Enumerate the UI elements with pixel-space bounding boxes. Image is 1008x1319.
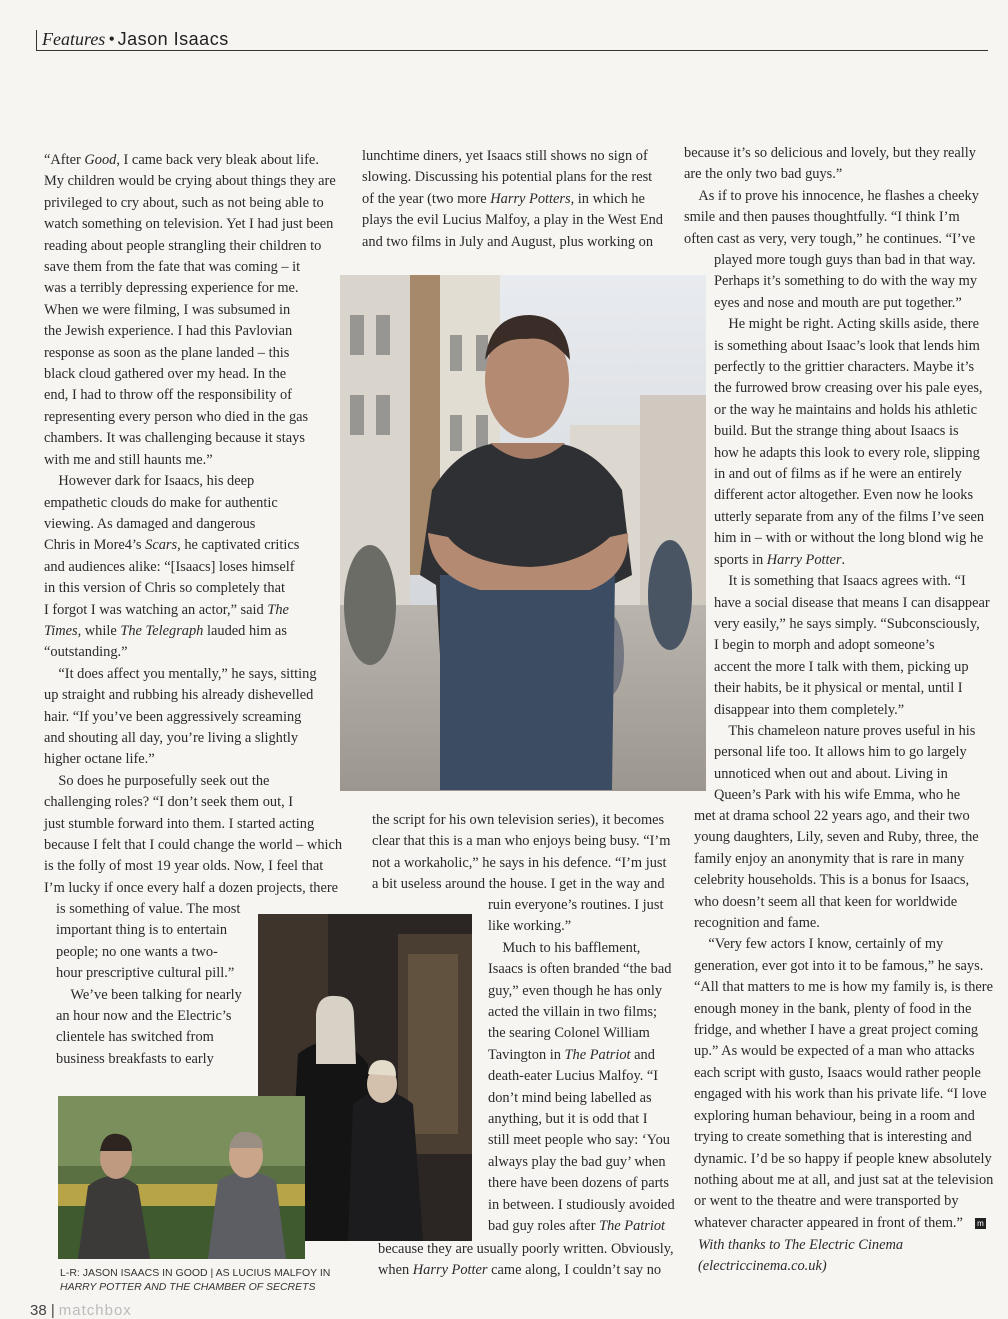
column-3-middle <box>714 250 990 807</box>
text-line: a bit useless around the house. I get in the way and <box>372 876 665 893</box>
text-line: eyes and nose and mouth are put together.” <box>714 294 962 311</box>
text-line: challenging roles? “I don’t seek them out, I <box>44 794 294 811</box>
text-line: personal life too. It allows him to go largely <box>714 744 967 761</box>
column-1-bottom <box>56 899 242 1070</box>
text-line: build. But the strange thing about Isaacs is <box>714 423 959 440</box>
text-line: clear that this is a man who enjoys being busy. “I’m <box>372 833 671 850</box>
text-line: Queen’s Park with his wife Emma, who he <box>714 787 961 804</box>
text-line: whatever character appeared in front of them.” <box>694 1214 963 1231</box>
text-line: celebrity households. This is a bonus for Isaacs, <box>694 872 970 889</box>
text-line: is the folly of most 19 year olds. Now, I feel that <box>44 858 324 875</box>
text-line: him in – with or without the long blond wig he <box>714 530 984 547</box>
end-mark-icon: m <box>975 1218 986 1229</box>
text-line: young daughters, Lily, seven and Ruby, three, the <box>694 829 979 846</box>
text-line: the Jewish experience. I had this Pavlovian <box>44 323 293 340</box>
text-line: I begin to morph and adopt someone’s <box>714 637 935 654</box>
text-line: not a workaholic,” he says in his defence. “I’m just <box>372 854 667 871</box>
page-footer <box>30 1302 132 1319</box>
text-line: in between. I studiously avoided <box>488 1196 675 1213</box>
footer-separator: | <box>50 1302 55 1319</box>
text-line: L-R: JASON ISAACS IN GOOD | AS LUCIUS MALFOY IN <box>60 1267 331 1279</box>
text-line: perfectly to the grittier characters. Maybe it’s <box>714 359 975 376</box>
text-line: in this version of Chris so completely that <box>44 580 286 597</box>
column-2-wrap <box>488 895 675 1238</box>
text-line: their habits, be it physical or mental, until I <box>714 680 963 697</box>
text-line: Isaacs is often branded “the bad <box>488 961 672 978</box>
text-line: When we were filming, I was subsumed in <box>44 301 291 318</box>
text-line: chambers. It was challenging because it stays <box>44 430 305 447</box>
text-line: Tavington in The Patriot and <box>488 1046 655 1063</box>
header-dot: • <box>108 29 115 49</box>
text-line: are the only two bad guys.” <box>684 166 843 183</box>
text-line: unnoticed when out and about. Living in <box>714 765 948 782</box>
column-3-top <box>684 143 979 250</box>
text-line: is something about Isaac’s look that lends him <box>714 337 980 354</box>
text-line: representing every person who died in the gas <box>44 408 309 425</box>
text-line: engaged with his work than his private life. “I love <box>694 1086 987 1103</box>
good-film-still <box>58 1096 305 1259</box>
text-line: generation, ever got into it to be famous,” he says. <box>694 957 984 974</box>
text-line: guy,” even though he has only <box>488 982 663 999</box>
text-line: was a terribly depressing experience for me. <box>44 280 299 297</box>
text-line: there have been dozens of parts <box>488 1175 670 1192</box>
text-line: and two films in July and August, plus working on <box>362 233 654 250</box>
column-2-bottom <box>378 1239 674 1282</box>
text-line: or the way he maintains and holds his athletic <box>714 401 977 418</box>
text-line: Times, while The Telegraph lauded him as <box>44 622 287 639</box>
text-line: each script with gusto, Isaacs would rather people <box>694 1064 981 1081</box>
text-line: black cloud gathered over my head. In the <box>44 366 287 383</box>
text-line: who doesn’t seem all that keen for worldwide <box>694 893 958 910</box>
column-2-middle <box>372 810 670 896</box>
text-line: have a social disease that means I can disappear <box>714 594 990 611</box>
text-line: higher octane life.” <box>44 751 155 768</box>
text-line: acted the villain in two films; <box>488 1004 658 1021</box>
text-line: how he adapts this look to every role, slipping <box>714 444 980 461</box>
portrait-photo-illustration <box>340 275 706 791</box>
text-line: the furrowed brow creasing over his pale eyes, <box>714 380 983 397</box>
text-line: different actor altogether. Even now he looks <box>714 487 974 504</box>
text-line: slowing. Discussing his potential plans for the rest <box>362 169 653 186</box>
text-line: an hour now and the Electric’s <box>56 1008 232 1025</box>
text-line: watch something on television. Yet I had just been <box>44 216 334 233</box>
page-number: 38 <box>30 1302 47 1319</box>
text-line: recognition and fame. <box>694 915 820 932</box>
text-line: very easily,” he says simply. “Subconsciously, <box>714 615 980 632</box>
text-line: clientele has switched from <box>56 1029 214 1046</box>
text-line: just stumble forward into them. I started acting <box>44 815 315 832</box>
text-line: still meet people who say: ‘You <box>488 1132 671 1149</box>
text-line: Perhaps it’s something to do with the way my <box>714 273 978 290</box>
text-line: plays the evil Lucius Malfoy, a play in the West End <box>362 212 663 229</box>
section-label: Features <box>42 29 106 49</box>
text-line: viewing. As damaged and dangerous <box>44 515 256 532</box>
text-line: with me and still haunts me.” <box>44 451 213 468</box>
text-line: I’m lucky if once every half a dozen projects, there <box>44 879 339 896</box>
text-line: dynamic. I’d be so happy if people knew absolutely <box>694 1150 992 1167</box>
text-line: like working.” <box>488 918 572 935</box>
text-line: important thing is to entertain <box>56 922 228 939</box>
text-line: business breakfasts to early <box>56 1050 214 1067</box>
header-section <box>42 28 229 50</box>
text-line: up straight and rubbing his already dishevelled <box>44 687 314 704</box>
text-line: “All that matters to me is how my family is, is there <box>694 979 993 996</box>
text-line: “It does affect you mentally,” he says, sitting <box>44 665 317 682</box>
running-header <box>36 28 988 51</box>
text-line: and shouting all day, you’re living a slightly <box>44 729 299 746</box>
text-line: ruin everyone’s routines. I just <box>488 897 664 913</box>
column-3-bottom <box>694 806 993 1234</box>
text-line: when Harry Potter came along, I couldn’t say no <box>378 1262 662 1279</box>
text-line: in and out of films as if he were an entirely <box>714 466 962 483</box>
text-line: accent the more I talk with them, picking up <box>714 658 969 675</box>
text-line: response as soon as the plane landed – this <box>44 344 290 361</box>
text-line: As if to prove his innocence, he flashes a cheeky <box>684 187 979 204</box>
text-line: hour prescriptive cultural pill.” <box>56 965 235 982</box>
text-line: empathetic clouds do make for authentic <box>44 494 278 511</box>
header-rule <box>36 30 37 50</box>
text-line: because I felt that I could change the world – which <box>44 837 343 853</box>
text-line: always play the bad guy’ when <box>488 1153 666 1170</box>
text-line: utterly separate from any of the films I’ve seen <box>714 508 985 525</box>
text-line: because it’s so delicious and lovely, but they really <box>684 145 976 161</box>
text-line: the searing Colonel William <box>488 1025 650 1042</box>
text-line: the script for his own television series), it becomes <box>372 812 665 828</box>
text-line: because they are usually poorly written. Obviously, <box>378 1241 674 1257</box>
text-line: This chameleon nature proves useful in his <box>714 722 976 739</box>
text-line: save them from the fate that was coming – it <box>44 259 301 276</box>
text-line: exploring human behaviour, being in a room and <box>694 1107 975 1124</box>
text-line: fridge, and whether I have a great project coming <box>694 1022 979 1039</box>
text-line: nothing about me at all, and just sat at the television <box>694 1171 994 1188</box>
text-line: anything, but it is odd that I <box>488 1111 648 1128</box>
text-line: Much to his bafflement, <box>488 939 641 956</box>
text-line: However dark for Isaacs, his deep <box>44 473 255 490</box>
text-line: I forgot I was watching an actor,” said The <box>44 601 289 618</box>
portrait-photo <box>340 275 706 791</box>
text-line: played more tough guys than bad in that way. <box>714 252 976 268</box>
text-line: “Very few actors I know, certainly of my <box>694 936 944 953</box>
text-line: is something of value. The most <box>56 901 241 917</box>
column-2-top <box>362 146 663 253</box>
text-line: met at drama school 22 years ago, and their two <box>694 808 970 824</box>
text-line: disappear into them completely.” <box>714 701 905 718</box>
text-line: hair. “If you’ve been aggressively screaming <box>44 708 302 725</box>
text-line: enough money in the bank, plenty of food in the <box>694 1000 972 1017</box>
text-line: (electriccinema.co.uk) <box>698 1258 827 1275</box>
text-line: privileged to cry about, such as not being able to <box>44 194 324 211</box>
text-line: HARRY POTTER AND THE CHAMBER OF SECRETS <box>60 1281 316 1293</box>
text-line: trying to create something that is interesting and <box>694 1129 972 1146</box>
good-film-still-illustration <box>58 1096 305 1259</box>
text-line: So does he purposefully seek out the <box>44 772 270 789</box>
header-subject: Jason Isaacs <box>117 29 229 49</box>
text-line: My children would be crying about things they are <box>44 173 336 190</box>
text-line: lunchtime diners, yet Isaacs still shows no sign of <box>362 148 648 164</box>
text-line: bad guy roles after The Patriot <box>488 1218 666 1235</box>
text-line: or went to the theatre and were transported by <box>694 1193 959 1210</box>
text-line: death-eater Lucius Malfoy. “I <box>488 1068 659 1085</box>
magazine-name: matchbox <box>58 1302 132 1319</box>
column-1-top <box>44 150 342 899</box>
text-line: don’t mind being labelled as <box>488 1089 652 1106</box>
thanks-credit <box>698 1235 903 1278</box>
text-line: often cast as very, very tough,” he continues. “I’ve <box>684 230 976 247</box>
text-line: He might be right. Acting skills aside, there <box>714 316 979 333</box>
text-line: sports in Harry Potter. <box>714 551 846 568</box>
text-line: smile and then pauses thoughtfully. “I think I’m <box>684 209 960 226</box>
text-line: up.” As would be expected of a man who attacks <box>694 1043 975 1060</box>
text-line: end, I had to throw off the responsibility of <box>44 387 292 404</box>
text-line: “outstanding.” <box>44 644 128 661</box>
text-line: reading about people strangling their children to <box>44 237 322 254</box>
text-line: It is something that Isaacs agrees with. “I <box>714 573 966 590</box>
text-line: Chris in More4’s Scars, he captivated critics <box>44 537 300 554</box>
text-line: and audiences alike: “[Isaacs] loses himself <box>44 558 295 575</box>
text-line: family enjoy an anonymity that is rare in many <box>694 850 965 867</box>
photo-caption <box>60 1266 330 1294</box>
text-line: “After Good, I came back very bleak about life. <box>44 152 319 168</box>
text-line: of the year (two more Harry Potters, in which he <box>362 190 645 207</box>
text-line: people; no one wants a two- <box>56 943 218 960</box>
text-line: With thanks to The Electric Cinema <box>698 1237 904 1253</box>
text-line: We’ve been talking for nearly <box>56 986 242 1003</box>
